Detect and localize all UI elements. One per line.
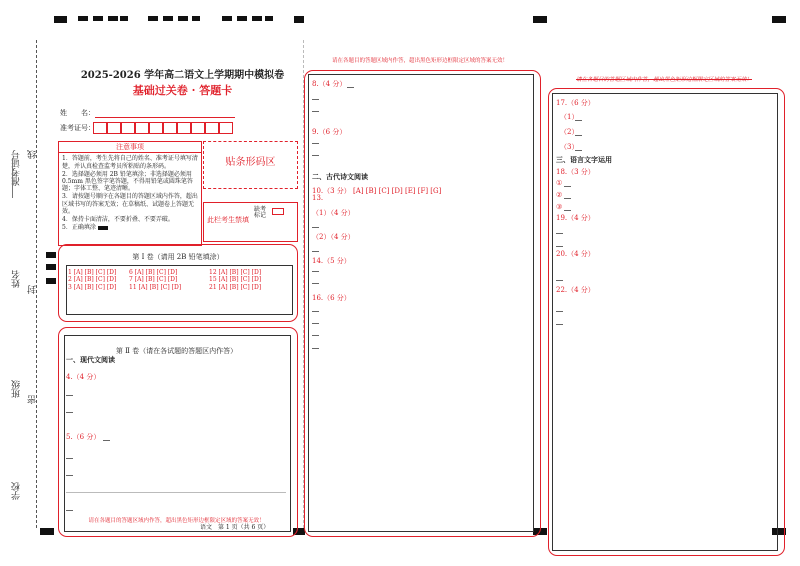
- answer-line[interactable]: [312, 335, 319, 336]
- answer-line[interactable]: [556, 324, 563, 325]
- question-18-1: ①: [556, 179, 563, 187]
- answer-line[interactable]: [564, 198, 571, 199]
- note-item: 4．保持卡面清洁，不要折叠、不要弄破。: [62, 215, 174, 223]
- question-17: 17.（6 分）: [556, 99, 595, 107]
- mc-row[interactable]: 3 [A] [B] [C] [D]: [68, 283, 117, 291]
- section3-heading: 三、语言文字运用: [556, 155, 612, 164]
- side-line-char: 线: [28, 150, 38, 159]
- side-school-label: 学校: [12, 482, 22, 500]
- registration-mark: [222, 16, 232, 21]
- answer-line[interactable]: [312, 323, 319, 324]
- page-footer: 语文 第 1 页（共 6 页）: [200, 524, 270, 531]
- registration-mark: [772, 16, 786, 23]
- mc-column-1[interactable]: [68, 269, 116, 291]
- exam-title: 2025-2026 学年高二语文上学期期中模拟卷: [80, 70, 285, 81]
- answer-line[interactable]: [312, 143, 319, 144]
- notes-title: 注意事项: [59, 142, 201, 153]
- answer-line[interactable]: [575, 120, 582, 121]
- mc-column-2[interactable]: [129, 269, 181, 291]
- registration-mark: [148, 16, 158, 21]
- side-mark: [46, 264, 56, 270]
- absent-label: 此栏考生禁填: [207, 216, 249, 224]
- answer-line[interactable]: [66, 395, 73, 396]
- question-17-3: （3）: [560, 143, 579, 151]
- answer-line[interactable]: [564, 186, 571, 187]
- registration-mark: [178, 16, 188, 21]
- answer-line[interactable]: [312, 99, 319, 100]
- registration-mark: [294, 16, 304, 23]
- question-10[interactable]: [312, 186, 441, 196]
- question-9: 9.（6 分）: [312, 128, 347, 136]
- question-18: 18.（3 分）: [556, 168, 595, 176]
- col2-warning: 请在各题目的答题区域内作答，超出黑色矩形边框限定区域的答案无效！: [331, 58, 508, 64]
- answer-line[interactable]: [312, 251, 319, 252]
- mc-row[interactable]: 12 [A] [B] [C] [D]: [209, 269, 262, 276]
- answer-line[interactable]: [312, 283, 319, 284]
- section1-heading: 一、现代文阅读: [66, 355, 115, 364]
- note-item: 2．选择题必须用 2B 铅笔填涂；非选择题必须用 0.5mm 黑色签字笔答题，不得用铅笔或圆珠笔答题；字体工整、笔迹清晰。: [62, 170, 193, 193]
- registration-mark: [108, 16, 118, 21]
- registration-mark: [192, 16, 200, 21]
- question-17-2: （2）: [560, 128, 579, 136]
- side-mark: [46, 278, 56, 284]
- name-field[interactable]: [95, 117, 235, 118]
- answer-line[interactable]: [564, 210, 571, 211]
- question-13-1: （1）（4 分）: [312, 209, 355, 217]
- divider: [66, 492, 286, 493]
- answer-line[interactable]: [575, 150, 582, 151]
- answer-line[interactable]: [556, 233, 563, 234]
- question-10-options[interactable]: [A] [B] [C] [D] [E] [F] [G]: [353, 187, 442, 195]
- absent-mark-label: 缺考标记: [254, 206, 267, 219]
- part1-title: 第 Ⅰ 卷（请用 2B 铅笔填涂）: [132, 253, 224, 261]
- mc-row[interactable]: 2 [A] [B] [C] [D]: [68, 276, 117, 284]
- answer-line[interactable]: [312, 311, 319, 312]
- answer-line[interactable]: [575, 135, 582, 136]
- question-16: 16.（6 分）: [312, 294, 351, 302]
- mc-row[interactable]: 15 [A] [B] [C] [D]: [209, 276, 262, 284]
- col2-answer-area[interactable]: [308, 74, 534, 532]
- absent-mark-box[interactable]: [272, 208, 284, 215]
- side-exam-no-label: 准考证号: [12, 150, 22, 186]
- filled-sample-mark: [98, 226, 108, 230]
- answer-line[interactable]: [312, 111, 319, 112]
- answer-line[interactable]: [66, 458, 73, 459]
- barcode-label: 贴条形码区: [225, 157, 276, 168]
- question-4: 4.（4 分）: [66, 373, 101, 381]
- answer-line[interactable]: [312, 271, 319, 272]
- col3-warning: 请在各题目的答题区域内作答，超出黑色矩形边框限定区域的答案无效！: [575, 77, 752, 83]
- answer-line[interactable]: [66, 475, 73, 476]
- id-label: 准考证号：: [60, 124, 95, 132]
- question-22: 22.（4 分）: [556, 286, 595, 294]
- registration-mark: [78, 16, 88, 21]
- id-grid[interactable]: [93, 122, 233, 134]
- registration-mark: [120, 16, 128, 21]
- side-mark: [46, 252, 56, 258]
- answer-line[interactable]: [312, 348, 319, 349]
- question-13: 13.: [312, 194, 324, 202]
- name-label: 姓 名：: [60, 109, 95, 117]
- note-item: 1．答题前，考生先将自己的姓名、准考证号填写清楚，并认真检查监考员所粘贴的条形码。: [62, 155, 198, 170]
- mc-row[interactable]: 6 [A] [B] [C] [D]: [129, 269, 178, 276]
- registration-mark: [252, 16, 262, 21]
- registration-mark: [40, 528, 54, 535]
- binding-line: [36, 40, 37, 528]
- barcode-area: [203, 141, 298, 189]
- registration-mark: [54, 16, 67, 23]
- question-14: 14.（5 分）: [312, 257, 351, 265]
- question-20: 20.（4 分）: [556, 250, 595, 258]
- part1-box: [58, 244, 298, 322]
- answer-line[interactable]: [556, 246, 563, 247]
- answer-line[interactable]: [347, 87, 354, 88]
- answer-line[interactable]: [312, 155, 319, 156]
- side-name-label: 姓名: [12, 270, 22, 288]
- answer-line[interactable]: [103, 440, 110, 441]
- question-10-label: 10.（3 分）: [312, 187, 351, 195]
- absent-box: [203, 202, 298, 242]
- mc-row[interactable]: 7 [A] [B] [C] [D]: [129, 276, 178, 284]
- answer-line[interactable]: [66, 510, 73, 511]
- side-exam-no-line: [12, 158, 13, 198]
- exam-subtitle: 基础过关卷 · 答题卡: [132, 84, 233, 97]
- mc-row[interactable]: 1 [A] [B] [C] [D]: [68, 269, 117, 276]
- registration-mark: [163, 16, 173, 21]
- side-secret-char: 密: [28, 395, 38, 404]
- question-19: 19.（4 分）: [556, 214, 595, 222]
- registration-mark: [93, 16, 103, 21]
- part2-warning: 请在各题目的答题区域内作答，超出黑色矩形边框限定区域的答案无效！: [88, 518, 265, 524]
- mc-row[interactable]: 21 [A] [B] [C] [D]: [209, 283, 262, 291]
- question-18-2: ②: [556, 191, 563, 199]
- registration-mark: [265, 16, 273, 21]
- answer-line[interactable]: [312, 227, 319, 228]
- question-18-3: ③: [556, 203, 563, 211]
- section2-heading: 二、古代诗文阅读: [312, 172, 368, 181]
- answer-line[interactable]: [66, 412, 73, 413]
- question-5: 5.（6 分）: [66, 433, 101, 441]
- side-class-label: 班级: [12, 380, 22, 398]
- mc-row[interactable]: 11 [A] [B] [C] [D]: [129, 283, 182, 291]
- question-8: 8.（4 分）: [312, 80, 347, 88]
- question-17-1: （1）: [560, 113, 579, 121]
- notes-box: [58, 141, 202, 246]
- question-13-2: （2）（4 分）: [312, 233, 355, 241]
- registration-mark: [237, 16, 247, 21]
- note-item: 3．请按题号顺序在各题目的答题区域内作答，超出区域书写的答案无效；在草稿纸、试题卷上答题无效。: [62, 193, 198, 215]
- mc-column-3[interactable]: [209, 269, 261, 291]
- answer-line[interactable]: [556, 280, 563, 281]
- registration-mark: [533, 16, 547, 23]
- note-item: 5．正确填涂: [62, 224, 96, 232]
- part2-title: 第 Ⅱ 卷（请在各试题的答题区内作答）: [115, 347, 238, 355]
- side-seal-char: 封: [28, 285, 38, 294]
- answer-line[interactable]: [556, 311, 563, 312]
